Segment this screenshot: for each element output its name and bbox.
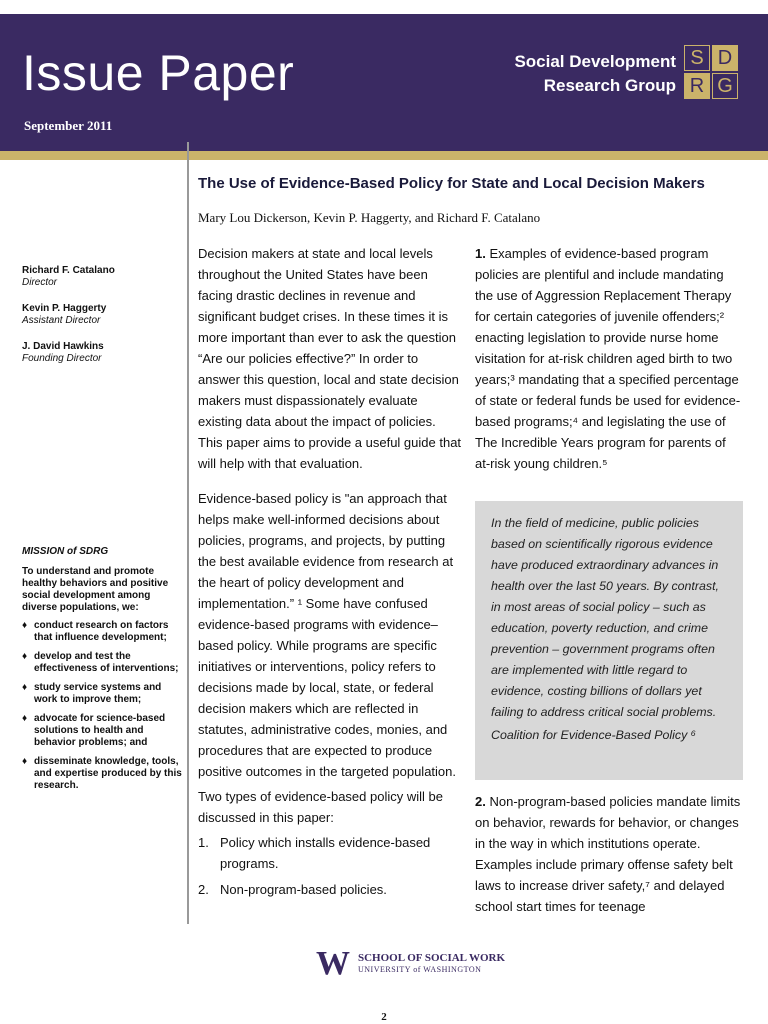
article-authors: Mary Lou Dickerson, Kevin P. Haggerty, and Richard F. Catalano (198, 210, 541, 225)
diamond-bullet-icon: ♦ (22, 651, 28, 662)
uw-w-icon: W (316, 945, 350, 982)
staff-name: Kevin P. Haggerty (22, 303, 107, 314)
diamond-bullet-icon: ♦ (22, 756, 28, 767)
diamond-bullet-icon: ♦ (22, 713, 28, 724)
article-column-right (475, 243, 743, 488)
staff-entry (22, 265, 182, 289)
paragraph-program-policies: 1. Examples of evidence-based program policies are plentiful and include mandating the use of Aggression Replacement Therapy for certain categories of juvenile offenders;² enacting legislation to provide nurse home visitation for at-risk children aged birth to two years;³ mandating that a specified percentage of state or federal funds be used for evidence-based programs;⁴ and legislating the use of The Incredible Years program for parents of at-risk young children.⁵ (475, 246, 741, 471)
issue-title: Issue Paper (22, 45, 295, 101)
sdrg-logo (684, 45, 738, 99)
staff-entry (22, 303, 182, 327)
staff-title: Founding Director (22, 353, 102, 364)
pull-quote (475, 501, 743, 780)
header-gold-stripe (0, 151, 768, 162)
staff-list (22, 265, 182, 379)
article-column-right-continued (475, 791, 743, 931)
issue-date: September 2011 (24, 118, 113, 133)
logo-letter-s: S (684, 45, 710, 71)
diamond-bullet-icon: ♦ (22, 682, 28, 693)
staff-title: Assistant Director (22, 315, 101, 326)
mission-box (22, 546, 182, 799)
mission-list (22, 620, 182, 792)
mission-item: ♦ disseminate knowledge, tools, and expertise produced by this research. (22, 756, 182, 791)
point-number: 1. (475, 246, 486, 261)
article-title: The Use of Evidence-Based Policy for State and Local Decision Makers (198, 175, 705, 192)
school-name: SCHOOL OF SOCIAL WORK (358, 952, 506, 964)
mission-heading: MISSION of SDRG (22, 546, 109, 557)
column-divider (187, 142, 189, 924)
paragraph-non-program-policies: 2. Non-program-based policies mandate limits on behavior, rewards for behavior, or changes in the way in which institutions operate. Examples include primary offense safety belt laws to increase driver safety,⁷ and delayed school start times for teenage (475, 794, 741, 914)
uw-school-logo (316, 945, 506, 982)
mission-item: ♦ study service systems and work to improve them; (22, 682, 162, 705)
page-number: 2 (381, 1011, 387, 1023)
org-name (514, 50, 676, 98)
mission-intro: To understand and promote healthy behaviors and positive social development among diverse populations, we: (22, 566, 169, 613)
article-column-left (198, 243, 462, 905)
university-name: UNIVERSITY of WASHINGTON (358, 965, 482, 974)
diamond-bullet-icon: ♦ (22, 620, 28, 631)
paragraph-definition: Evidence-based policy is "an approach that helps make well-informed decisions about policies, programs, and projects, by putting the best available evidence from research at the heart of policy development and implementation.” ¹ Some have confused evidence-based programs with evidence–based policy. While programs are specific initiatives or interventions, policy refers to decisions made by local, state, or federal decision makers which are reflected in statutes, administrative codes, monies, and procedures that are expected to produce positive outcomes in the targeted population. (198, 491, 457, 779)
list-item: 1. Policy which installs evidence-based programs. (198, 835, 431, 871)
logo-letter-r: R (684, 73, 710, 99)
staff-title: Director (22, 277, 58, 288)
quote-source: Coalition for Evidence-Based Policy ⁶ (491, 728, 696, 742)
point-number: 2. (475, 794, 486, 809)
staff-entry (22, 341, 182, 365)
paragraph-types: Two types of evidence-based policy will be discussed in this paper: (198, 789, 443, 825)
list-item: 2. Non-program-based policies. (198, 882, 387, 897)
org-name-line1: Social Development (514, 52, 676, 71)
mission-item: ♦ conduct research on factors that influence development; (22, 620, 169, 643)
staff-name: Richard F. Catalano (22, 265, 115, 276)
policy-types-list (198, 832, 462, 900)
logo-letter-g: G (712, 73, 738, 99)
staff-name: J. David Hawkins (22, 341, 104, 352)
paragraph-intro: Decision makers at state and local levels throughout the United States have been facing drastic declines in revenue and significant budget crises. In these times it is more important than ever to ask the question “Are our policies effective?” In order to answer this question, local and state decision makers must dispassionately evaluate existing data about the impact of policies. This paper aims to provide a useful guide that will help with that evaluation. (198, 246, 462, 471)
mission-item: ♦ advocate for science-based solutions to health and behavior problems; and (22, 713, 166, 748)
logo-letter-d: D (712, 45, 738, 71)
quote-text: In the field of medicine, public policies based on scientifically rigorous evidence have produced extraordinary advances in health over the last 50 years. By contrast, in most areas of social policy – such as education, poverty reduction, and crime prevention – government programs often are implemented with little regard to evidence, costing billions of dollars yet failing to address critical social problems. (491, 516, 719, 719)
mission-item: ♦ develop and test the effectiveness of interventions; (22, 651, 179, 674)
org-name-line2: Research Group (543, 76, 676, 95)
